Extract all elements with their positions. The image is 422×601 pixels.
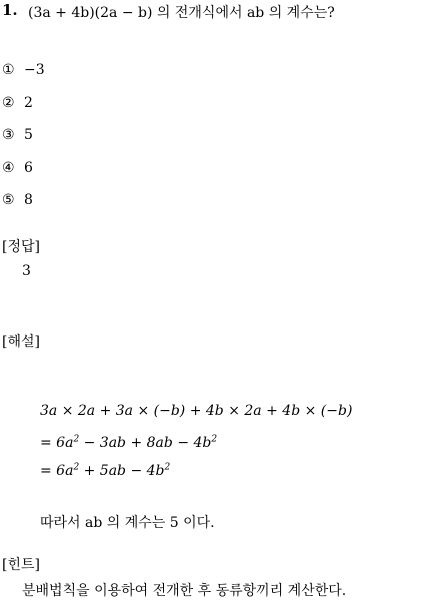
choice-value: 8 bbox=[24, 192, 33, 208]
choice-3[interactable] bbox=[2, 127, 33, 143]
choice-mark: ④ bbox=[2, 160, 15, 176]
question-text: (3a + 4b)(2a − b) 의 전개식에서 ab 의 계수는? bbox=[28, 5, 335, 21]
choice-mark: ⑤ bbox=[2, 192, 15, 208]
expr-part: = 6a bbox=[40, 435, 74, 451]
expr-part: − 3ab + 8ab − 4b bbox=[83, 435, 212, 451]
choice-value: 5 bbox=[24, 127, 33, 143]
choice-1[interactable] bbox=[2, 62, 45, 78]
exponent: 2 bbox=[73, 434, 80, 445]
exponent: 2 bbox=[164, 462, 171, 473]
answer-value: 3 bbox=[22, 263, 31, 279]
choice-mark: ② bbox=[2, 95, 15, 111]
choice-4[interactable] bbox=[2, 160, 33, 176]
expr-part: + 5ab − 4b bbox=[83, 463, 165, 479]
exponent: 2 bbox=[73, 462, 80, 473]
question-number: 1. bbox=[2, 1, 18, 19]
explanation-line-3 bbox=[40, 463, 170, 479]
choice-value: 2 bbox=[24, 95, 33, 111]
choice-2[interactable] bbox=[2, 95, 33, 111]
hint-heading: [힌트] bbox=[2, 557, 40, 573]
choice-5[interactable] bbox=[2, 192, 33, 208]
expr-part: = 6a bbox=[40, 463, 74, 479]
choice-value: 6 bbox=[24, 160, 33, 176]
answer-heading: [정답] bbox=[2, 239, 40, 255]
explanation-heading: [해설] bbox=[2, 334, 40, 350]
explanation-line-2 bbox=[40, 435, 217, 451]
choice-mark: ① bbox=[2, 62, 15, 78]
choice-value: −3 bbox=[24, 62, 45, 78]
explanation-line-1: 3a × 2a + 3a × (−b) + 4b × 2a + 4b × (−b) bbox=[40, 403, 353, 419]
exponent: 2 bbox=[211, 434, 218, 445]
choice-mark: ③ bbox=[2, 127, 15, 143]
explanation-conclusion: 따라서 ab 의 계수는 5 이다. bbox=[40, 515, 215, 531]
hint-text: 분배법칙을 이용하여 전개한 후 동류항끼리 계산한다. bbox=[22, 583, 347, 599]
